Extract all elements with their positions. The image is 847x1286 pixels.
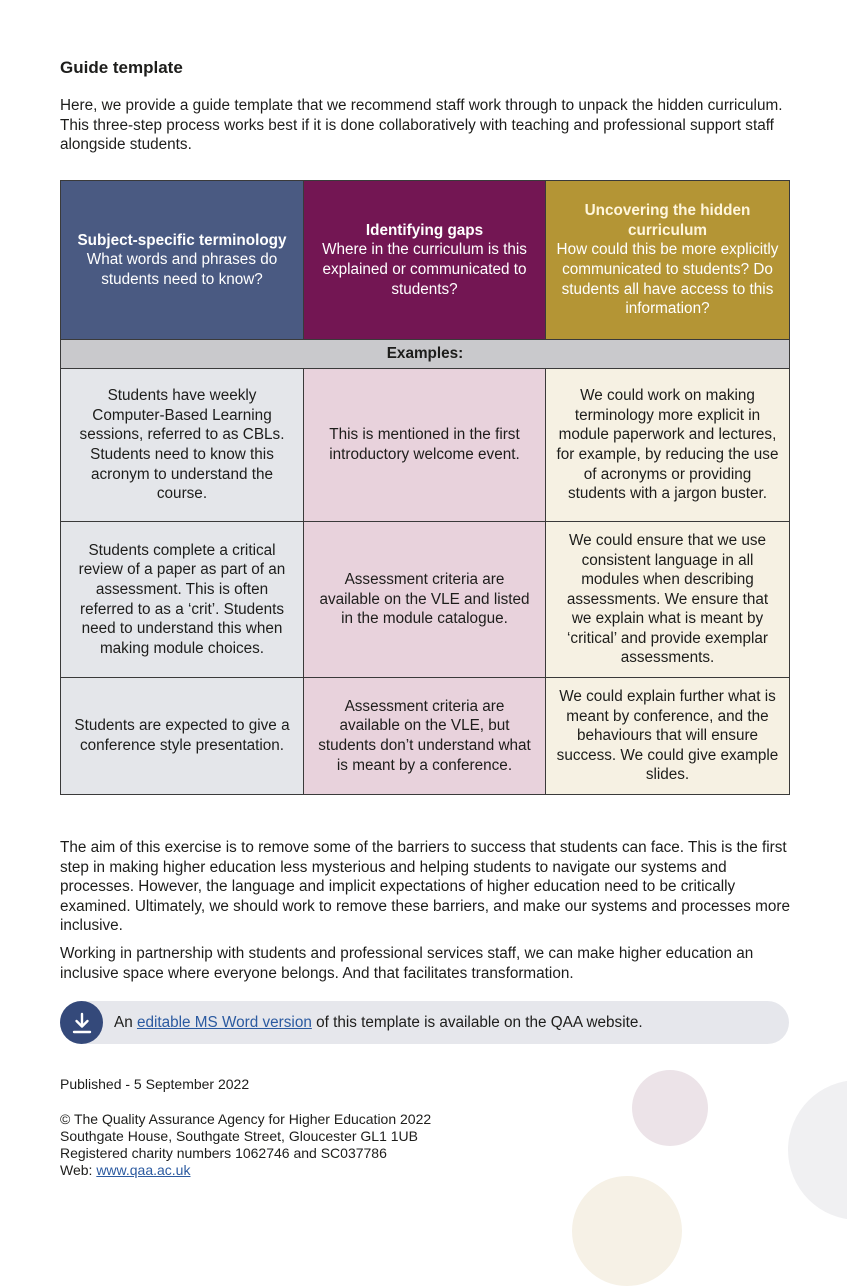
qaa-website-link[interactable]: www.qaa.ac.uk: [96, 1162, 191, 1178]
table-row: [61, 522, 790, 678]
word-version-link[interactable]: editable MS Word version: [136, 1014, 312, 1031]
header-title: Identifying gaps: [365, 221, 484, 239]
table-cell: This is mentioned in the first introductory welcome event.: [304, 369, 546, 522]
decorative-circle-mauve: [632, 1070, 708, 1146]
copyright-line: © The Quality Assurance Agency for Higher Education 2022: [60, 1111, 432, 1127]
header-subject-terminology: [61, 181, 304, 340]
table-cell: Students complete a critical review of a paper as part of an assessment. This is often referred to as a ‘crit’. Students need to understand this when making module choices.: [61, 522, 304, 678]
examples-label: Examples:: [61, 340, 790, 369]
table-cell: We could work on making terminology more explicit in module paperwork and lectures, for example, by reducing the use of acronyms or providing students with a jargon buster.: [546, 369, 790, 522]
download-text: [114, 1013, 643, 1032]
table-cell: We could explain further what is meant by conference, and the behaviours that will ensure success. We could give example slides.: [546, 678, 790, 795]
intro-paragraph: Here, we provide a guide template that we recommend staff work through to unpack the hidden curriculum. This three-step process works best if it is done collaboratively with teaching and professional support staff alongside students.: [60, 97, 783, 154]
header-title: Subject-specific terminology: [77, 231, 287, 249]
table-row: [61, 678, 790, 795]
page-heading: Guide template: [60, 58, 183, 77]
table-cell: Students have weekly Computer-Based Learning sessions, referred to as CBLs. Students need to know this acronym to understand the course.: [61, 369, 304, 522]
outro-paragraph-2: Working in partnership with students and professional services staff, we can make higher education an inclusive space where everyone belongs. And that facilitates transformation.: [60, 945, 754, 982]
header-identifying-gaps: [304, 181, 546, 340]
web-line: [60, 1162, 431, 1179]
download-icon[interactable]: [60, 1001, 103, 1044]
copyright-block: [60, 1111, 431, 1179]
web-label: Web:: [60, 1162, 97, 1178]
download-prefix: An: [114, 1014, 137, 1031]
decorative-circle-grey: [788, 1080, 847, 1220]
outro-paragraph-1: The aim of this exercise is to remove some of the barriers to success that students can face. This is the first step in making higher education less mysterious and helping students to navigate our systems and processes. However, the language and implicit expectations of higher education need to be critically examined. Ultimately, we should work to remove these barriers, and make our systems and processes more inclusive.: [60, 839, 791, 935]
header-question: What words and phrases do students need to know?: [86, 251, 278, 288]
published-date: Published - 5 September 2022: [60, 1076, 250, 1092]
address-line: Southgate House, Southgate Street, Gloucester GL1 1UB: [60, 1128, 418, 1144]
table-cell: We could ensure that we use consistent language in all modules when describing assessments. We ensure that we explain what is meant by ‘critical’ and provide exemplar assessments.: [546, 522, 790, 678]
decorative-circle-cream: [572, 1176, 682, 1286]
guide-template-table: [60, 180, 790, 795]
header-question: Where in the curriculum is this explained or communicated to students?: [322, 241, 527, 298]
download-banner: [60, 1001, 789, 1044]
table-cell: Assessment criteria are available on the VLE and listed in the module catalogue.: [304, 522, 546, 678]
header-hidden-curriculum: [546, 181, 790, 340]
table-cell: Students are expected to give a conference style presentation.: [61, 678, 304, 795]
table-cell: Assessment criteria are available on the VLE, but students don’t understand what is meant by a conference.: [304, 678, 546, 795]
download-suffix: of this template is available on the QAA website.: [311, 1014, 643, 1031]
header-question: How could this be more explicitly communicated to students? Do students all have access to this information?: [556, 241, 779, 318]
header-title: Uncovering the hidden curriculum: [584, 202, 751, 239]
charity-line: Registered charity numbers 1062746 and SC037786: [60, 1145, 387, 1161]
table-row: [61, 369, 790, 522]
